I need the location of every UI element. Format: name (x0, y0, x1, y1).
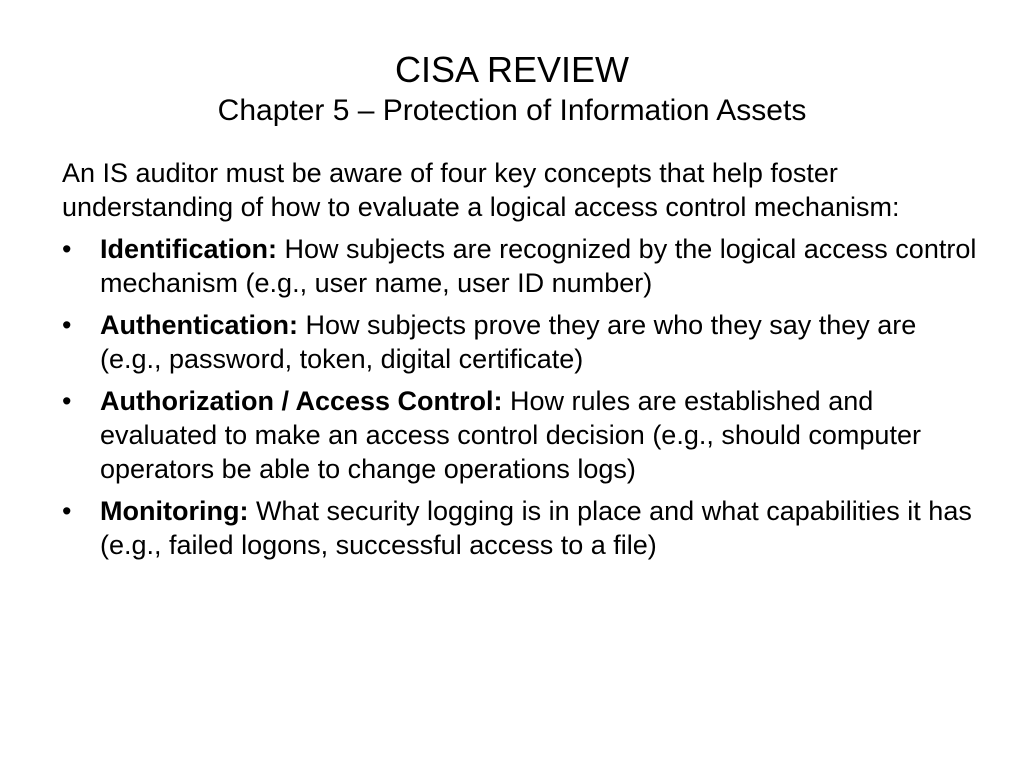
slide-subtitle: Chapter 5 – Protection of Information Assets (217, 94, 807, 127)
bullet-list (62, 232, 982, 562)
bullet-term: Authentication: (100, 310, 306, 340)
bullet-item-authentication (62, 308, 982, 376)
bullet-item-identification (62, 232, 982, 300)
bullet-term: Authorization / Access Control: (100, 386, 511, 416)
bullet-icon: • (62, 234, 72, 264)
bullet-text: How subjects are recognized by the logical access control mechanism (e.g., user name, user ID number) (100, 234, 977, 298)
bullet-term: Monitoring: (100, 496, 256, 526)
bullet-item-authorization (62, 384, 982, 486)
bullet-text: What security logging is in place and what capabilities it has (e.g., failed logons, successful access to a file) (100, 496, 972, 560)
bullet-icon: • (62, 386, 72, 416)
bullet-text: How rules are established and evaluated to make an access control decision (e.g., should computer operators be able to change operations logs) (100, 386, 921, 484)
bullet-term: Identification: (100, 234, 285, 264)
bullet-icon: • (62, 496, 72, 526)
slide-title: CISA REVIEW (394, 49, 630, 90)
slide-body (62, 156, 982, 570)
title-block (0, 48, 1024, 130)
bullet-item-monitoring (62, 494, 982, 562)
intro-paragraph: An IS auditor must be aware of four key concepts that help foster understanding of how to evaluate a logical access control mechanism: (62, 158, 900, 222)
bullet-icon: • (62, 310, 72, 340)
bullet-text: How subjects prove they are who they say they are (e.g., password, token, digital certificate) (100, 310, 917, 374)
